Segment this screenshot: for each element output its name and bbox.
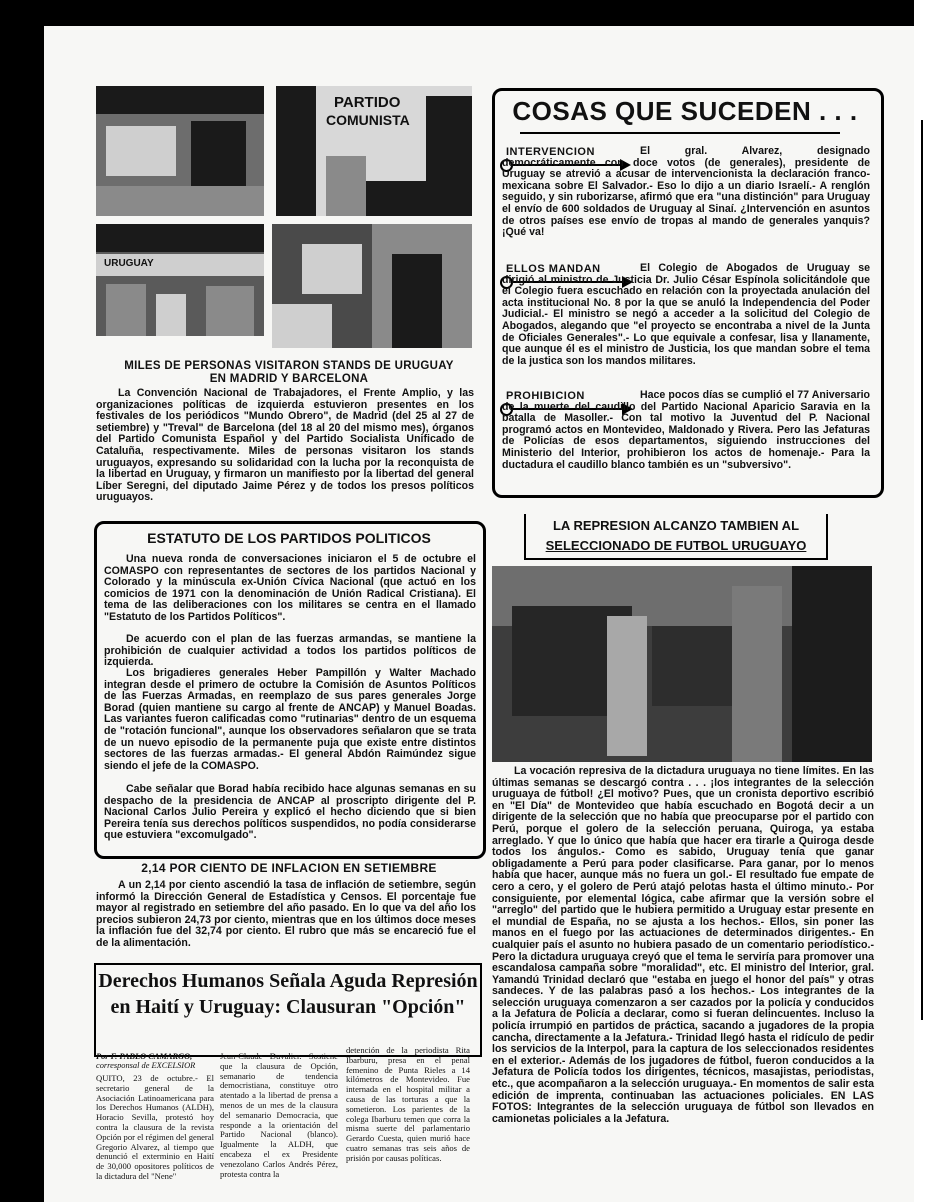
newspaper-page [44,26,914,1202]
sign-partido: PARTIDO [334,94,401,111]
ddhh-headline-2: en Haití y Uruguay: Clausuran "Opción" [110,996,466,1018]
photo-uruguay-stand [96,224,264,336]
scan-edge-line [921,120,923,1020]
estatuto-title: ESTATUTO DE LOS PARTIDOS POLITICOS [147,530,431,546]
futbol-title-1: LA REPRESION ALCANZO TAMBIEN AL [552,518,800,533]
ddhh-col3: detención de la periodista Rita Ibarburu, presa en el penal femenino de Punta Rieles a 14 kilómetros de Montevideo. Fue internada en el hospital militar a causa de las torturas a que la sometieron. Los parientes de la colega Ibarburu temen que corra la misma suerte del parlamentario Gerardo Cuesta, quien murió hace cuatro semanas tras seis años de prisión por causas políticas. [346,1045,470,1163]
inflacion-body: A un 2,14 por ciento ascendió la tasa de inflación de setiembre, según informó la Dirección General de Estadística y Censos. El porcentaje fue mayor al registrado en setiembre del año pasado. En lo que va del año los precios subieron 24,73 por ciento, mientras que en los últimos doce meses la inflación fue del 32,74 por ciento. El rubro que más se encareció fue el de la alimentación. [96,879,476,949]
madrid-body: La Convención Nacional de Trabajadores, el Frente Amplio, y las organizaciones políticas de izquierda estuvieron presentes en los festivales de los periódicos "Mundo Obrero", de Madrid (del 25 al 27 de setiembre) y "Treval" de Barcelona (del 18 al 20 del mismo mes), órganos del Partido Comunista Español y del Partido Socialista Unificado de Cataluña, respectivamente. Miles de personas visitaron los stands uruguayos, expresando su solidaridad con la lucha por la reconquista de la libertad en Uruguay, y firmaron un manifiesto por la libertad del general Líber Seregni, del diputado Jaime Pérez y de todos los presos políticos uruguayos. [96,387,474,504]
photo-futbol-players [492,566,872,762]
ddhh-byline-1: Por F. PABLO CAMARGO, [96,1052,193,1061]
photo-partido-comunista [276,86,472,216]
cosas-label-ellos-mandan: ELLOS MANDAN [506,263,601,275]
sign-uruguay: URUGUAY [104,258,154,269]
cosas-s2-body: El Colegio de Abogados de Uruguay se dirigió al ministro de Justicia Dr. Julio César Espínola solicitándole que el Colegio fuera escuchado en relación con la proyectada anulación del acta institucional No. 8 por la que se anuló la Independencia del Poder Judicial.- El ministro se negó a acceder a la solicitud del Colegio de Abogados, alegando que "el proyecto se encontraba a nivel de la Junta de Oficiales Generales".- Lo que equivale a confesar, lisa y llanamente, que aunque él es el ministro de Justicia, los que mandan sobre el tema de la justica son los mandos militares. [502,262,870,367]
ddhh-byline-2: corresponsal de EXCELSIOR [96,1061,196,1070]
estatuto-p4: Cabe señalar que Borad había recibido hace algunas semanas en su despacho de la presidencia de ANCAP al proscripto dirigente del P. Nacional Carlos Julio Pereira y explicó el hecho diciendo que si bien Pereira tenía sus derechos políticos suspendidos, no podía considerarse que estuviera "excomulgado". [104,783,476,842]
inflacion-title: 2,14 POR CIENTO DE INFLACION EN SETIEMBRE [141,861,437,875]
cosas-title-rule [520,132,840,134]
estatuto-p2: De acuerdo con el plan de las fuerzas armandas, se mantiene la prohibición de cualquier actividad a todos los partidos políticos de izquierda. [104,633,476,669]
cosas-label-intervencion: INTERVENCION [506,146,595,158]
sign-comunista: COMUNISTA [326,112,410,128]
estatuto-p1: Una nueva ronda de conversaciones iniciaron el 5 de octubre el COMASPO con representantes de sectores de los partidos Nacional y Colorado y la minúscula ex-Unión Cívica Nacional (que actuó en los comicios de 1971 con la denominación de Unión Radical Cristiana). El tema de las deliberaciones con los militares se centra en el llamado "Estatuto de los Partidos Políticos". [104,553,476,623]
photo-crowd [272,224,472,348]
cosas-label-prohibicion: PROHIBICION [506,390,585,402]
cosas-s3-body: Hace pocos días se cumplió el 77 Aniversario de la muerte del caudillo del Partido Nacional Aparicio Saravia en la batalla de Masoller.- Con tal motivo la Juventud del P. Nacional programó actos en Montevideo, Maldonado y Rivera. Pero las Jefaturas de Policías de esos departamentos, siguiendo instrucciones del Ministerio del Interior, prohibieron los actos de homenaje.- Para la ductadura el caudillo blanco también es un "subversivo". [502,389,870,471]
futbol-body: La vocación represiva de la dictadura uruguaya no tiene límites. En las últimas semanas se descargó contra . . . ¡los integrantes de la selección uruguaya de fútbol! ¿El motivo? Pues, que un cronista deportivo escribió en "El Día" de Montevideo que había escuchado en Bogotá decir a un dirigente de la selección que no había que preocuparse por el partido con Perú, porque el golero de la selección peruana, Quiroga, ya estaba arreglado. Y que lo único que había que hacer era tirarle a Quiroga desde todos los ángulos.- Como es sabido, Uruguay tenía que ganar obligadamente a Perú para poder clasificarse. Para ganar, por lo menos había que hacer, aunque más no fuera un gol.- El resultado fue empate de cero a cero, y el golero de Perú atajó pelotas hasta el último minuto.- Por consiguiente, por elemental lógica, cabe afirmar que la versión sobre el "arreglo" del partido que le hubiera permitido a Uruguay estar presente en el mundial de España, no se ajusta a los hechos.- Ellos, sin poner las manos en el fuego por las actuaciones de determinados dirigentes.- En cualquier país el asunto no hubiera pasado de un comentario periodístico.- Pero la dictadura uruguaya creyó que el tema le serviría para promover una escandalosa campaña sobre "moralidad", etc. El ministro del Interior, gral. Yamandú Trinidad declaró que "estaba en juego el honor del país" y otras sandeces. Y de las palabras pasó a los hechos.- Los integrantes de la selección uruguaya comenzaron a ser cazados por la policía y conducidos a la Jefatura de Policía a declarar, como si fueran delincuentes. Incluso la policía irrumpió en partidos de práctica, sacando a jugadores de la propia cancha, directamente a la Jefatura.- Trinidad llegó hasta el ridículo de pedir los servicios de la Interpol, para la captura de los seleccionados residentes en el exterior.- Además de los jugadores de fútbol, fueron conducidos a la Jefatura de Policía todos los dirigentes, técnicos, masajistas, periodistas, etc., que acompañaron a la selección uruguaya.- En momentos de salir esta edición de imprenta, continuaban las actuaciones policiales. EN LAS FOTOS: Integrantes de la selección uruguaya de fútbol son llevados en camionetas policiales a la Jefatura. [492,765,874,1125]
photo-exhibition-stand [96,86,264,216]
cosas-title: COSAS QUE SUCEDEN . . . [512,96,858,126]
cosas-s1-body: El gral. Alvarez, designado democráticamente con doce votos (de generales), presidente de Uruguay se atrevió a acusar de intervencionista la declaración franco-mexicana sobre El Salvador.- Eso lo dijo a un diario Israelí.- A renglón seguido, y sin ruborizarse, afirmó que era "una distinción" para Uruguay el envío de 600 soldados de Uruguay al Sinaí. ¿Intervención en asuntos de otros países ese envío de tropas al mando de generales yanquis? ¡Qué va! [502,145,870,239]
ddhh-col2: Jean-Claude Duvalier. Sostiene que la clausura de Opción, semanario de tendencia democristiana, constituye otro atentado a la libertad de prensa a menos de un mes de la clausura del semanario Democracia, que responde a la orientación del Partido Nacional (blanco). Igualmente la ALDH, que encabeza el ex Presidente venezolano Carlos Andrés Pérez, protesta contra la [220,1051,338,1179]
ddhh-col1: QUITO, 23 de octubre.- El secretario general de la Asociación Latinoamericana para los Derechos Humanos (ALDH), Horacio Sevilla, protestó hoy contra la clausura de la revista Opción por el régimen del general Gregorio Alvarez, al tiempo que denunció el exterminio en Haití de 30,000 opositores políticos de la dictadura del "Nene" [96,1073,214,1181]
ddhh-headline-1: Derechos Humanos Señala Aguda Represión [98,970,478,992]
futbol-title-2: SELECCIONADO DE FUTBOL URUGUAYO [545,538,807,553]
madrid-caption: MILES DE PERSONAS VISITARON STANDS DE URUGUAY EN MADRID Y BARCELONA [124,360,454,385]
estatuto-p3: Los brigadieres generales Heber Pampillón y Walter Machado integran desde el primero de octubre la Comisión de Asuntos Políticos de las Fuerzas Armadas, en reemplazo de sus pares generales Jorge Borad (quien mantiene su cargo al frente de ANCAP) y Manuel Boadas. Las variantes fueron calificadas como "rutinarias" dentro de un esquema de "rotación funcional", aunque los observadores señalaron que se trata de un nuevo episodio de la permanente puja que existe entre distintos sectores de las fuerzas armadas.- El general Abdón Raimúndez sigue siendo el jefe de la COMASPO. [104,667,476,772]
